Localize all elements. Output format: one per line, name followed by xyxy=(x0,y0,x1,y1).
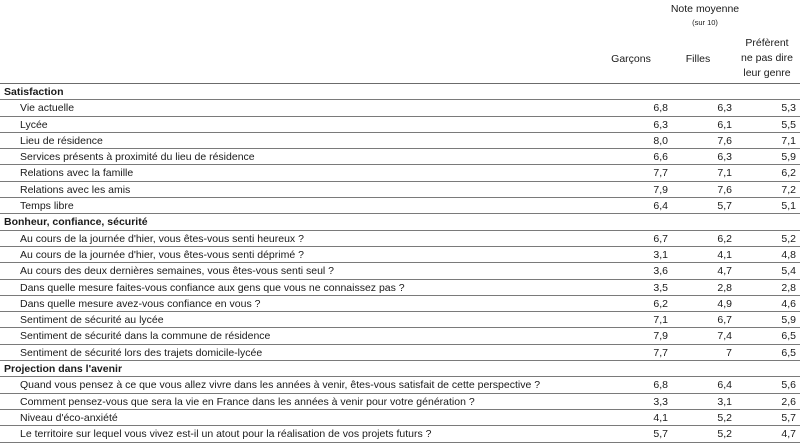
table-row xyxy=(0,182,800,198)
column-header-line-1: Préfèrent xyxy=(745,37,789,49)
value-garcons: 3,6 xyxy=(653,265,668,278)
row-label: Temps libre xyxy=(20,200,74,213)
column-header-prefer-not-say xyxy=(734,36,800,81)
value-garcons: 3,1 xyxy=(653,248,668,261)
table-row xyxy=(0,263,800,279)
value-filles: 4,9 xyxy=(717,297,732,310)
value-filles: 4,1 xyxy=(717,248,732,261)
row-label: Comment pensez-vous que sera la vie en France dans les années à venir pour votre génération ? xyxy=(20,395,475,408)
value-garcons: 8,0 xyxy=(653,134,668,147)
value-garcons: 7,9 xyxy=(653,330,668,343)
value-filles: 7,1 xyxy=(717,167,732,180)
value-prefer-not-say: 4,8 xyxy=(781,248,796,261)
row-label: Au cours de la journée d'hier, vous êtes-vous senti heureux ? xyxy=(20,232,304,245)
value-garcons: 4,1 xyxy=(653,411,668,424)
table-row xyxy=(0,377,800,393)
row-label: Relations avec la famille xyxy=(20,167,134,180)
value-garcons: 6,7 xyxy=(653,232,668,245)
value-filles: 7 xyxy=(726,346,732,359)
value-garcons: 3,5 xyxy=(653,281,668,294)
value-filles: 6,3 xyxy=(717,102,732,115)
value-prefer-not-say: 5,6 xyxy=(781,379,796,392)
section-title: Bonheur, confiance, sécurité xyxy=(4,216,148,229)
column-header-filles: Filles xyxy=(685,53,711,65)
table-row xyxy=(0,149,800,165)
column-header-line-2: ne pas dire xyxy=(741,52,793,64)
value-garcons: 6,6 xyxy=(653,151,668,164)
row-label: Au cours des deux dernières semaines, vous êtes-vous senti seul ? xyxy=(20,265,335,278)
value-garcons: 7,7 xyxy=(653,167,668,180)
value-prefer-not-say: 5,7 xyxy=(781,411,796,424)
column-header-garcons: Garçons xyxy=(611,53,651,65)
value-filles: 6,4 xyxy=(717,379,732,392)
row-label: Lieu de résidence xyxy=(20,134,103,147)
table-row xyxy=(0,410,800,426)
value-garcons: 3,3 xyxy=(653,395,668,408)
section-title: Projection dans l'avenir xyxy=(4,363,123,376)
value-filles: 6,3 xyxy=(717,151,732,164)
row-label: Le territoire sur lequel vous vivez est-il un atout pour la réalisation de vos projets futurs ? xyxy=(20,428,432,441)
table-row xyxy=(0,198,800,214)
table-row xyxy=(0,133,800,149)
value-garcons: 6,3 xyxy=(653,118,668,131)
value-prefer-not-say: 6,2 xyxy=(781,167,796,180)
value-prefer-not-say: 5,2 xyxy=(781,232,796,245)
row-label: Relations avec les amis xyxy=(20,183,131,196)
value-prefer-not-say: 5,3 xyxy=(781,102,796,115)
row-label: Vie actuelle xyxy=(20,102,75,115)
value-filles: 3,1 xyxy=(717,395,732,408)
results-table xyxy=(0,84,800,443)
table-row xyxy=(0,247,800,263)
table-row xyxy=(0,312,800,328)
section-header xyxy=(0,84,800,100)
row-label: Au cours de la journée d'hier, vous êtes-vous senti déprimé ? xyxy=(20,248,304,261)
value-garcons: 6,4 xyxy=(653,200,668,213)
value-prefer-not-say: 4,7 xyxy=(781,428,796,441)
value-prefer-not-say: 6,5 xyxy=(781,346,796,359)
value-prefer-not-say: 5,4 xyxy=(781,265,796,278)
value-prefer-not-say: 2,6 xyxy=(781,395,796,408)
row-label: Niveau d'éco-anxiété xyxy=(20,411,118,424)
row-label: Dans quelle mesure faites-vous confiance aux gens que vous ne connaissez pas ? xyxy=(20,281,405,294)
table-row xyxy=(0,426,800,442)
value-prefer-not-say: 5,9 xyxy=(781,314,796,327)
value-filles: 7,4 xyxy=(717,330,732,343)
value-prefer-not-say: 7,1 xyxy=(781,134,796,147)
table-row xyxy=(0,165,800,181)
value-prefer-not-say: 2,8 xyxy=(781,281,796,294)
value-garcons: 6,2 xyxy=(653,297,668,310)
value-prefer-not-say: 4,6 xyxy=(781,297,796,310)
value-filles: 5,2 xyxy=(717,428,732,441)
value-garcons: 6,8 xyxy=(653,102,668,115)
value-filles: 2,8 xyxy=(717,281,732,294)
table-title: Note moyenne xyxy=(670,3,740,15)
value-prefer-not-say: 6,5 xyxy=(781,330,796,343)
value-garcons: 7,7 xyxy=(653,346,668,359)
value-filles: 6,1 xyxy=(717,118,732,131)
table-row xyxy=(0,328,800,344)
value-prefer-not-say: 7,2 xyxy=(781,183,796,196)
row-label: Lycée xyxy=(20,118,48,131)
table-row xyxy=(0,280,800,296)
table-row xyxy=(0,345,800,361)
table-row xyxy=(0,296,800,312)
value-garcons: 6,8 xyxy=(653,379,668,392)
row-label: Sentiment de sécurité dans la commune de résidence xyxy=(20,330,271,343)
table-row xyxy=(0,100,800,116)
value-garcons: 7,9 xyxy=(653,183,668,196)
value-filles: 6,2 xyxy=(717,232,732,245)
value-garcons: 7,1 xyxy=(653,314,668,327)
section-title: Satisfaction xyxy=(4,86,64,98)
value-filles: 7,6 xyxy=(717,183,732,196)
row-label: Dans quelle mesure avez-vous confiance en vous ? xyxy=(20,297,261,310)
table-row xyxy=(0,231,800,247)
row-label: Sentiment de sécurité au lycée xyxy=(20,314,164,327)
value-filles: 5,2 xyxy=(717,411,732,424)
value-filles: 5,7 xyxy=(717,200,732,213)
row-label: Quand vous pensez à ce que vous allez vivre dans les années à venir, êtes-vous satisfait de cette perspective ? xyxy=(20,379,541,392)
value-filles: 6,7 xyxy=(717,314,732,327)
value-prefer-not-say: 5,1 xyxy=(781,200,796,213)
row-label: Sentiment de sécurité lors des trajets domicile-lycée xyxy=(20,346,263,359)
table-subtitle: (sur 10) xyxy=(692,18,718,27)
row-label: Services présents à proximité du lieu de résidence xyxy=(20,151,255,164)
column-header-line-3: leur genre xyxy=(743,67,791,79)
value-garcons: 5,7 xyxy=(653,428,668,441)
section-header xyxy=(0,361,800,377)
value-filles: 7,6 xyxy=(717,134,732,147)
value-filles: 4,7 xyxy=(717,265,732,278)
section-header xyxy=(0,214,800,230)
table-row xyxy=(0,394,800,410)
value-prefer-not-say: 5,9 xyxy=(781,151,796,164)
table-row xyxy=(0,117,800,133)
value-prefer-not-say: 5,5 xyxy=(781,118,796,131)
